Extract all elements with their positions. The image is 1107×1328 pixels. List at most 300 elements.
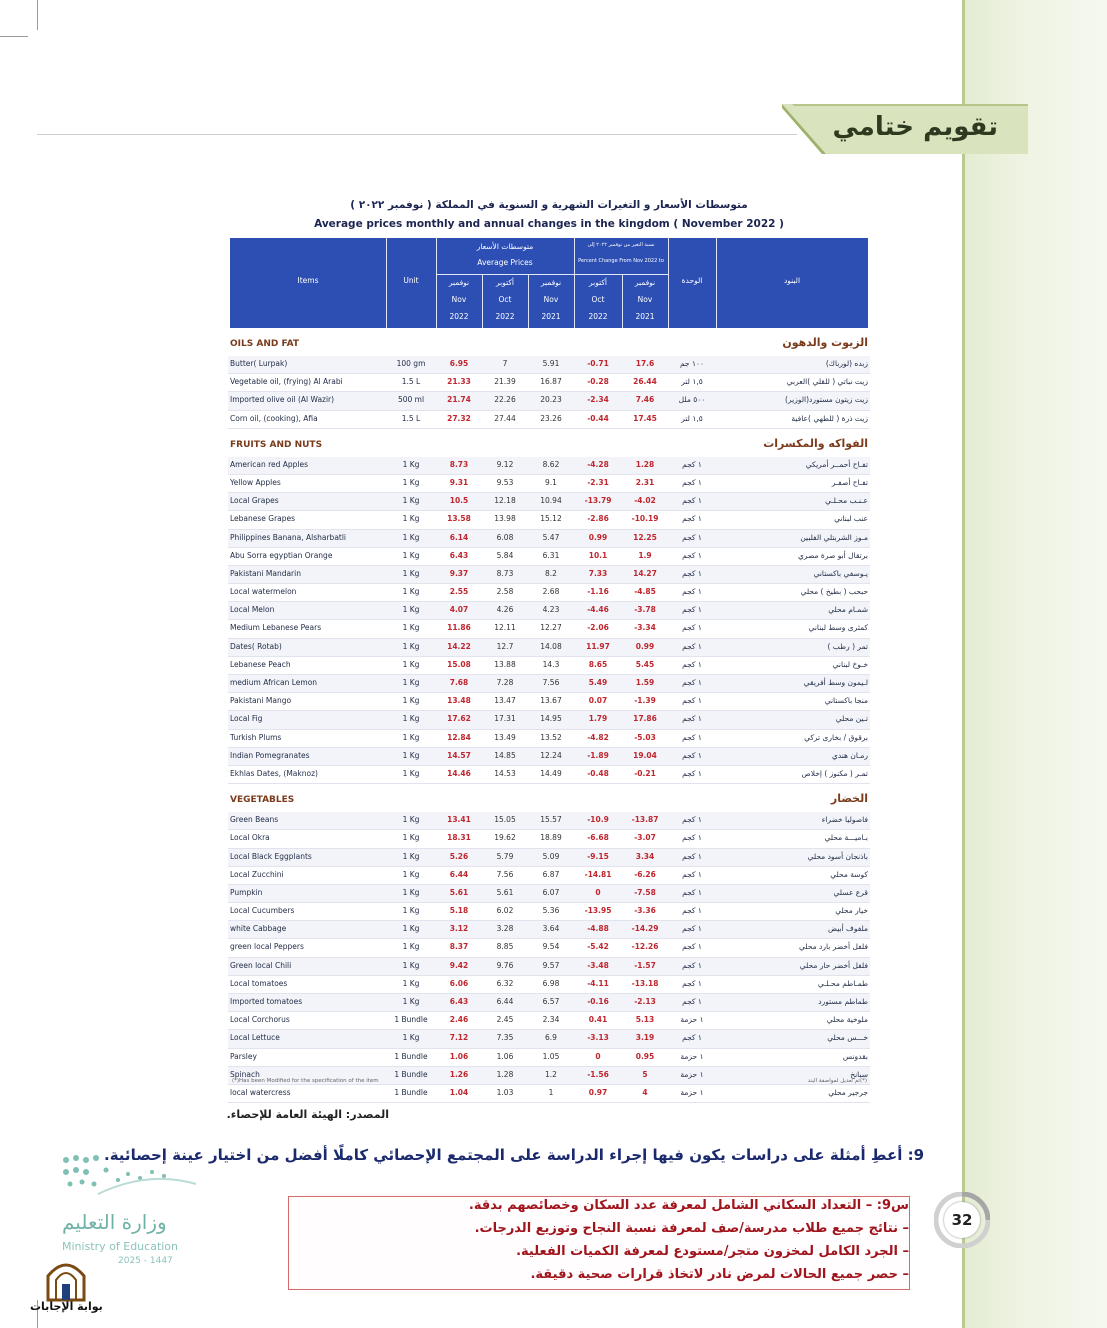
item-ar: برقوق / بخارى تركي [804,732,868,742]
price-nov-2022: 12.84 [447,732,471,742]
price-oct-2022: 6.08 [496,532,514,542]
item-ar: فاصوليا خضراء [821,815,868,825]
item-ar: تفـاح أصفـر [831,477,868,487]
pct-change-oct: -13.95 [584,906,612,916]
price-oct-2022: 14.85 [494,750,516,760]
header-col-ar: نوفمبر [540,278,562,287]
pct-change-nov: -10.19 [631,514,659,524]
price-nov-2021: 12.27 [540,623,562,633]
item-en: white Cabbage [230,924,287,934]
price-nov-2022: 11.86 [447,623,471,633]
pct-change-nov: 26.44 [633,377,657,387]
header-col-yr: 2021 [635,312,655,321]
unit-ar: ١ كجم [682,696,702,706]
price-oct-2022: 22.26 [494,395,516,405]
pct-change-oct: 0 [595,887,601,897]
header-col-ar: نوفمبر [448,278,470,287]
pct-change-nov: 1.28 [635,459,655,469]
unit-ar: ١ كجم [682,496,702,506]
unit-en: 1 Kg [402,833,420,843]
price-oct-2022: 5.79 [496,851,514,861]
item-en: Local Corchorus [230,1015,290,1025]
price-nov-2021: 5.36 [542,906,560,916]
price-oct-2022: 8.85 [496,942,514,952]
unit-en: 1 Kg [402,714,420,724]
item-en: Turkish Plums [230,732,282,742]
unit-ar: ١ كجم [682,924,702,934]
ministry-name-ar: وزارة التعليم [62,1210,167,1234]
item-ar: زيت نباتي ( للقلي )العربي [786,377,868,387]
answer-line: س9: – التعداد السكاني الشامل لمعرفة عدد السكان وخصائصهم بدقة. [468,1198,909,1213]
pct-change-nov: 0.99 [635,641,655,651]
answer-line: – نتائج جميع طلاب مدرسة/صف لمعرفة نسبة النجاح وتوزيع الدرجات. [474,1221,909,1236]
crop-mark [37,0,38,30]
unit-ar: ١ حزمة [680,1069,704,1079]
item-ar: زيت زيتون مستورد(الوزير) [785,395,868,405]
price-nov-2022: 13.41 [447,815,471,825]
item-en: green local Peppers [230,942,304,952]
ministry-year: 2025 - 1447 [118,1256,173,1266]
unit-en: 1 Kg [402,978,420,988]
pct-change-nov: -2.13 [634,997,656,1006]
item-ar: طماطم مستورد [818,997,868,1006]
price-oct-2022: 3.28 [496,924,514,934]
price-nov-2021: 6.9 [545,1033,557,1043]
price-nov-2022: 17.62 [447,714,471,724]
unit-en: 1 Bundle [394,1069,428,1079]
price-nov-2021: 6.07 [542,887,560,897]
price-oct-2022: 7 [502,359,508,368]
pct-change-nov: -0.21 [634,768,656,778]
price-nov-2022: 5.18 [449,906,469,916]
pct-change-oct: 8.65 [588,659,608,669]
pct-change-oct: 11.97 [586,641,610,651]
table-row [228,766,870,784]
table-row [228,830,870,848]
item-en: Local Black Eggplants [230,851,312,861]
section-title-en: OILS AND FAT [230,339,299,349]
unit-en: 1 Kg [402,678,420,687]
price-nov-2022: 1.06 [449,1051,469,1061]
table-header [230,238,868,328]
item-ar: لـيمون وسط أفريقي [803,678,868,687]
item-ar: منجا باكستاني [824,696,868,706]
price-nov-2021: 1 [548,1087,554,1097]
price-nov-2021: 8.62 [542,459,560,469]
header-col-en: Nov [637,295,653,304]
pct-change-nov: -6.26 [634,869,656,879]
price-nov-2021: 10.94 [540,496,562,506]
table-row [228,657,870,675]
item-en: Medium Lebanese Pears [230,623,322,633]
unit-ar: ١ كجم [682,587,702,597]
unit-ar: ١ كجم [682,960,702,970]
header-unit-ar: الوحدة [681,276,703,285]
gate-icon [44,1254,88,1302]
section-header [228,435,870,457]
price-oct-2022: 19.62 [494,833,516,843]
pct-change-oct: -1.89 [587,750,609,760]
unit-en: 1 Kg [402,641,420,651]
unit-ar: ١ كجم [682,997,702,1006]
pct-change-oct: -2.34 [587,395,609,405]
section-title-ar: الفواكه والمكسرات [763,436,868,450]
pct-change-oct: -3.13 [587,1033,609,1043]
item-ar: عـنـب محـلـي [825,496,868,506]
item-ar: يـوسفي باكستاني [813,568,868,578]
unit-ar: ١ كجم [682,514,702,524]
pct-change-nov: 17.6 [635,359,655,368]
item-en: Green local Chili [230,960,292,970]
item-en: Local Fig [230,714,263,724]
table-row [228,1085,870,1103]
unit-ar: ١,٥ لتر [681,377,703,387]
price-nov-2021: 13.67 [540,696,562,706]
price-nov-2021: 15.57 [540,815,562,825]
pct-change-oct: -6.68 [587,833,609,843]
table-row [228,958,870,976]
price-oct-2022: 8.73 [496,568,514,578]
price-nov-2021: 14.95 [540,714,562,724]
pct-change-oct: 0.99 [588,532,608,542]
item-ar: برتقال أبو صرة مصري [797,550,868,560]
unit-en: 1 Kg [402,659,420,669]
pct-change-nov: 5.13 [635,1015,655,1025]
unit-ar: ١ حزمة [680,1051,704,1061]
header-col-ar: نوفمبر [634,278,656,287]
price-nov-2022: 6.44 [449,869,469,879]
price-nov-2021: 5.47 [542,532,560,542]
item-en: Dates( Rotab) [230,641,282,651]
crop-mark [0,36,28,37]
unit-en: 1 Kg [402,924,420,934]
unit-ar: ١ كجم [682,906,702,916]
item-ar: رمـان هندي [831,750,868,760]
unit-en: 100 gm [396,359,426,368]
pct-change-oct: -2.06 [587,623,609,633]
item-ar: تمر ( رطب ) [827,641,868,651]
price-oct-2022: 7.35 [496,1033,514,1043]
unit-ar: ١ كجم [682,641,702,651]
table-row [228,511,870,529]
header-unit: Unit [403,276,419,285]
price-nov-2021: 4.23 [542,605,560,615]
price-nov-2021: 13.52 [540,732,562,742]
unit-en: 1 Kg [402,623,420,633]
table-row [228,921,870,939]
pct-change-oct: 0 [595,1051,601,1061]
price-nov-2021: 14.3 [542,659,560,669]
table-row [228,639,870,657]
header-avg-ar: متوسطات الأسعار [476,242,534,251]
item-en: American red Apples [230,459,309,469]
price-nov-2021: 7.56 [542,678,560,687]
section-header [228,790,870,812]
item-en: Pakistani Mandarin [230,568,301,578]
pct-change-nov: -14.29 [631,924,659,934]
unit-ar: ١ كجم [682,978,702,988]
item-ar: خـوخ لبناني [832,659,868,669]
item-en: Local Okra [230,833,270,843]
table-row [228,1012,870,1030]
price-nov-2022: 10.5 [449,496,469,506]
pct-change-nov: -3.36 [634,906,656,916]
header-col-yr: 2022 [588,312,608,321]
pct-change-nov: 5 [642,1069,648,1079]
price-oct-2022: 13.88 [494,659,516,669]
table-row [228,693,870,711]
pct-change-nov: -5.03 [634,732,656,742]
pct-change-nov: 5.45 [635,659,655,669]
item-en: Local tomatoes [230,978,288,988]
price-nov-2021: 14.08 [540,641,562,651]
price-oct-2022: 6.44 [496,997,514,1006]
unit-ar: ١ كجم [682,532,702,542]
price-oct-2022: 2.58 [496,587,514,597]
unit-en: 1 Kg [402,997,420,1006]
header-pct-en: Percent Change From Nov 2022 to [578,258,664,264]
price-nov-2022: 13.58 [447,514,471,524]
header-col-yr: 2022 [449,312,469,321]
price-oct-2022: 9.12 [496,459,514,469]
price-nov-2021: 14.49 [540,768,562,778]
header-col-yr: 2021 [541,312,561,321]
price-oct-2022: 17.31 [494,714,516,724]
price-oct-2022: 27.44 [494,413,516,423]
banner-title: تقويم ختامي [832,112,998,142]
price-oct-2022: 14.53 [494,768,516,778]
pct-change-nov: 1.59 [635,678,655,687]
pct-change-nov: -13.18 [631,978,659,988]
item-en: Local Zucchini [230,869,284,879]
table-row [228,885,870,903]
price-nov-2022: 14.22 [447,641,471,651]
price-nov-2022: 6.14 [449,532,469,542]
pct-change-nov: -1.39 [634,696,656,706]
price-nov-2022: 1.04 [449,1087,469,1097]
footnote-en: (*)Has been Modified for the specification of the item [232,1078,379,1084]
price-nov-2021: 8.2 [545,568,557,578]
pct-change-oct: -4.46 [587,605,609,615]
header-col-en: Oct [498,295,512,304]
item-en: Lebanese Peach [230,659,291,669]
pct-change-nov: -3.34 [634,623,656,633]
price-nov-2022: 6.06 [449,978,469,988]
item-en: Indian Pomegranates [230,750,310,760]
unit-en: 1 Kg [402,851,420,861]
price-nov-2022: 8.73 [449,459,469,469]
unit-en: 1 Kg [402,477,420,487]
price-oct-2022: 12.18 [494,496,516,506]
header-col-en: Nov [451,295,467,304]
unit-ar: ١ كجم [682,623,702,633]
unit-ar: ١ حزمة [680,1015,704,1025]
item-en: Butter( Lurpak) [230,359,288,368]
price-nov-2022: 6.95 [449,359,469,368]
pct-change-nov: 0.95 [635,1051,655,1061]
section-title-ar: الخضار [830,792,868,806]
unit-ar: ١ كجم [682,1033,702,1043]
item-ar: جرجير محلي [828,1087,868,1097]
header-col-yr: 2022 [495,312,515,321]
item-en: Vegetable oil, (frying) Al Arabi [230,377,343,387]
unit-ar: ١ كجم [682,815,702,825]
answer-line: – الجرد الكامل لمخزون متجر/مستودع لمعرفة الكميات الفعلية. [516,1244,909,1259]
item-ar: بـاميـــة محلي [824,833,868,843]
price-oct-2022: 15.05 [494,815,516,825]
item-ar: فلفل أخضر بارد محلي [799,942,868,952]
pct-change-oct: 10.1 [588,550,608,560]
unit-en: 1 Kg [402,1033,420,1043]
table-row [228,548,870,566]
unit-en: 1 Kg [402,768,420,778]
table-row [228,1030,870,1048]
price-nov-2022: 5.61 [449,887,469,897]
price-nov-2022: 21.74 [447,395,471,405]
unit-ar: ١ حزمة [680,1087,704,1097]
table-row [228,356,870,374]
price-nov-2021: 5.09 [542,851,560,861]
item-en: Local watermelon [230,587,297,597]
price-nov-2021: 9.1 [545,477,557,487]
unit-en: 1 Kg [402,514,420,524]
table-row [228,849,870,867]
price-nov-2021: 9.57 [542,960,560,970]
ministry-dots-icon [58,1150,198,1200]
unit-en: 1 Kg [402,550,420,560]
price-oct-2022: 5.84 [496,550,514,560]
header-col-ar: أكتوبر [495,278,515,287]
price-oct-2022: 5.61 [496,887,514,897]
price-nov-2022: 2.46 [449,1015,469,1025]
section-header [228,334,870,356]
unit-en: 1 Kg [402,459,420,469]
unit-ar: ١ كجم [682,678,702,687]
price-nov-2022: 1.26 [449,1069,469,1079]
pct-change-oct: -10.9 [587,815,609,825]
price-nov-2022: 8.37 [449,942,469,952]
price-nov-2021: 9.54 [542,942,560,952]
table-row [228,602,870,620]
price-nov-2022: 4.07 [449,605,469,615]
table-row [228,903,870,921]
pct-change-oct: -2.31 [587,477,609,487]
header-col-en: Nov [543,295,559,304]
pct-change-oct: -4.28 [587,459,609,469]
price-oct-2022: 9.53 [496,477,514,487]
pct-change-oct: -9.15 [587,851,609,861]
table-row [228,411,870,429]
price-nov-2021: 18.89 [540,833,562,843]
unit-ar: ١ كجم [682,833,702,843]
price-nov-2021: 20.23 [540,395,562,405]
unit-en: 1 Kg [402,869,420,879]
header-rule [37,134,797,135]
price-nov-2021: 6.87 [542,869,560,879]
price-nov-2022: 14.57 [447,750,471,760]
price-nov-2021: 12.24 [540,750,562,760]
table-row [228,392,870,410]
unit-ar: ١ كجم [682,732,702,742]
item-ar: زيت ذرة ( للطهي )عافية [791,413,868,423]
item-en: Pakistani Mango [230,696,292,706]
table-row [228,374,870,392]
price-nov-2021: 16.87 [540,377,562,387]
item-en: Imported olive oil (Al Wazir) [230,395,335,405]
unit-en: 1 Kg [402,887,420,897]
item-ar: تفـاح أحمــر أمريكي [805,459,868,469]
price-nov-2022: 27.32 [447,413,471,423]
page-number: 32 [944,1202,980,1238]
item-en: medium African Lemon [230,678,318,687]
price-nov-2022: 15.08 [447,659,471,669]
pct-change-oct: 0.97 [588,1087,608,1097]
section-title-en: FRUITS AND NUTS [230,439,323,450]
price-nov-2022: 6.43 [449,997,469,1006]
pct-change-nov: -12.26 [631,942,659,952]
price-nov-2021: 5.91 [542,359,560,368]
unit-en: 1 Bundle [394,1015,428,1025]
item-en: local watercress [230,1087,291,1097]
price-nov-2021: 6.31 [542,550,560,560]
item-ar: شمـام محلي [828,605,868,615]
header-items: Items [297,276,319,285]
unit-en: 1 Kg [402,696,420,706]
pct-change-oct: -2.86 [587,514,609,524]
price-nov-2021: 1.2 [545,1069,557,1079]
item-en: Ekhlas Dates, (Maknoz) [230,768,318,778]
unit-ar: ١ كجم [682,942,702,952]
pct-change-nov: -1.57 [634,960,656,970]
pct-change-nov: 7.46 [635,395,655,405]
price-nov-2022: 9.42 [449,960,469,970]
price-oct-2022: 13.98 [494,514,516,524]
pct-change-nov: -3.07 [634,833,656,843]
unit-en: 1 Kg [402,532,420,542]
unit-ar: ١ كجم [682,459,702,469]
pct-change-nov: 1.9 [638,550,652,560]
unit-en: 500 ml [397,395,425,405]
table-row [228,939,870,957]
price-oct-2022: 1.06 [496,1051,514,1061]
table-row [228,493,870,511]
item-ar: عنب لبناني [834,514,868,524]
table-row [228,976,870,994]
item-en: Green Beans [230,815,279,825]
unit-en: 1.5 L [401,413,421,423]
item-en: Local Cucumbers [230,906,295,916]
pct-change-oct: 0.07 [588,696,608,706]
pct-change-oct: 7.33 [588,568,608,578]
price-nov-2021: 3.64 [542,924,560,934]
unit-ar: ١ كجم [682,550,702,560]
table-title-ar: متوسطات الأسعار و التغيرات الشهرية و السنوية في المملكة ( نوفمبر ٢٠٢٢ ) [350,199,748,211]
pct-change-oct: -5.42 [587,942,609,952]
item-en: Lebanese Grapes [230,514,296,524]
item-ar: حبحب ( بطيخ ) محلي [800,587,868,597]
unit-en: 1 Kg [402,568,420,578]
site-brand: بوابة الإجابات [30,1300,103,1313]
item-ar: تـين محلي [835,714,868,724]
unit-ar: ١ كجم [682,605,702,615]
unit-ar: ١٠٠ جم [679,359,705,368]
price-nov-2022: 6.43 [449,550,469,560]
unit-en: 1 Kg [402,942,420,952]
header-col-ar: أكتوبر [588,278,608,287]
item-en: Yellow Apples [230,477,281,487]
ministry-logo [58,1150,208,1266]
section-title-ar: الزيوت والدهون [782,336,868,349]
